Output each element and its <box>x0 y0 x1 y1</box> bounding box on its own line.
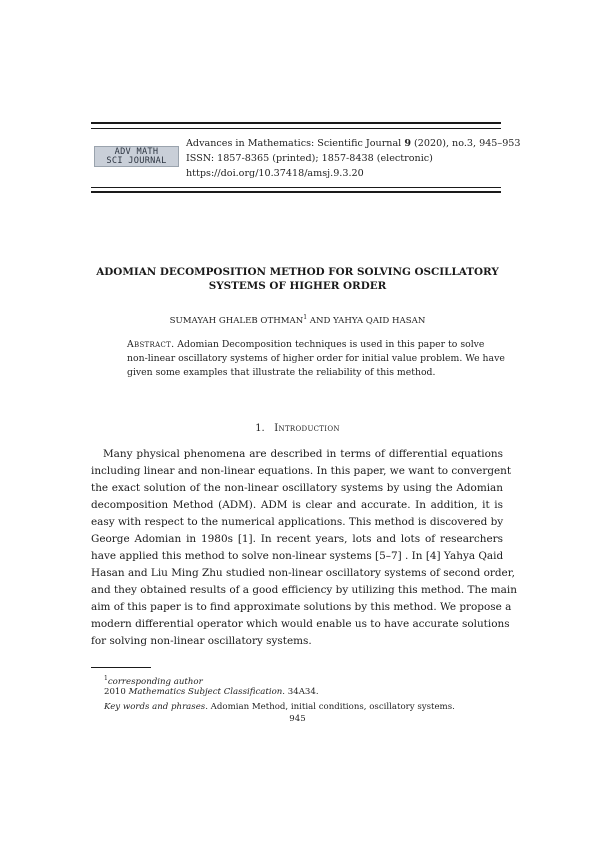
journal-issue-pages: (2020), no.3, 945–953 <box>411 138 521 149</box>
abstract-text-1: Adomian Decomposition techniques is used in this paper to solve <box>174 339 485 350</box>
author-rest: AND YAHYA QAID HASAN <box>307 315 426 326</box>
section-number: 1. <box>255 423 265 434</box>
abstract-label: Abstract. <box>127 339 175 350</box>
journal-name: Advances in Mathematics: Scientific Journal <box>186 138 405 149</box>
author-footnote-mark[interactable]: 1 <box>303 314 308 321</box>
logo-line-1: ADV MATH <box>114 147 159 157</box>
paper-authors <box>60 312 535 327</box>
body-line: modern differential operator which would enable us to have accurate solutions <box>91 618 510 630</box>
body-line: the exact solution of the non-linear oscillatory systems by using the Adomian <box>91 482 503 494</box>
journal-citation <box>186 138 521 150</box>
body-line: aim of this paper is to find approximate solutions by this method. We propose a <box>91 601 512 613</box>
section-title: Introduction <box>274 423 340 434</box>
journal-doi-link[interactable]: https://doi.org/10.37418/amsj.9.3.20 <box>186 168 364 179</box>
body-line: Hasan and Liu Ming Zhu studied non-linear oscillatory systems of second order, <box>91 567 515 579</box>
body-line: and they obtained results of a good efficiency by utilizing this method. The main <box>91 584 517 596</box>
paper-title-line-1: ADOMIAN DECOMPOSITION METHOD FOR SOLVING OSCILLATORY <box>96 266 499 278</box>
footnote-corresponding-text: corresponding author <box>107 676 203 687</box>
body-line: for solving non-linear oscillatory systems. <box>91 635 312 647</box>
body-line: including linear and non-linear equations. In this paper, we want to convergent <box>91 465 512 477</box>
header-rule-bottom-thick <box>91 191 501 193</box>
body-line: George Adomian in 1980s [1]. In recent years, lots and lots of researchers <box>91 533 503 545</box>
footnote-rule <box>91 667 151 668</box>
body-line: easy with respect to the numerical applications. This method is discovered by <box>91 516 504 528</box>
msc-label: Mathematics Subject Classification. <box>128 687 286 697</box>
msc-value: 34A34. <box>285 687 319 697</box>
abstract-line-3: given some examples that illustrate the reliability of this method. <box>127 367 436 378</box>
body-line: Many physical phenomena are described in terms of differential equations <box>103 448 503 460</box>
author-first: SUMAYAH GHALEB OTHMAN <box>169 315 304 326</box>
journal-logo <box>94 146 179 167</box>
header-rule-top-thin <box>91 128 501 129</box>
footnote-corresponding <box>104 673 203 688</box>
page-number: 945 <box>289 714 306 724</box>
journal-volume: 9 <box>404 138 411 149</box>
abstract-line-2: non-linear oscillatory systems of higher order for initial value problem. We have <box>127 353 505 364</box>
logo-line-2: SCI JOURNAL <box>106 156 167 166</box>
introduction-paragraph <box>91 446 517 650</box>
footnote-keywords <box>104 702 455 713</box>
footnote-mark: 1 <box>104 675 108 682</box>
paper-title-line-2: SYSTEMS OF HIGHER ORDER <box>208 280 387 292</box>
header-rule-top-thick <box>91 122 501 124</box>
footnote-msc <box>104 687 319 698</box>
msc-year: 2010 <box>104 687 129 697</box>
section-heading <box>60 423 535 435</box>
body-line: decomposition Method (ADM). ADM is clear and accurate. In addition, it is <box>91 499 503 511</box>
keywords-value: Adomian Method, initial conditions, oscillatory systems. <box>207 702 455 712</box>
abstract <box>127 338 505 380</box>
body-line: have applied this method to solve non-linear systems [5–7] . In [4] Yahya Qaid <box>91 550 504 562</box>
journal-issn: ISSN: 1857-8365 (printed); 1857-8438 (electronic) <box>186 153 433 164</box>
abstract-line-1 <box>127 338 485 352</box>
keywords-label: Key words and phrases. <box>104 702 208 712</box>
header-rule-bottom-thin <box>91 187 501 188</box>
